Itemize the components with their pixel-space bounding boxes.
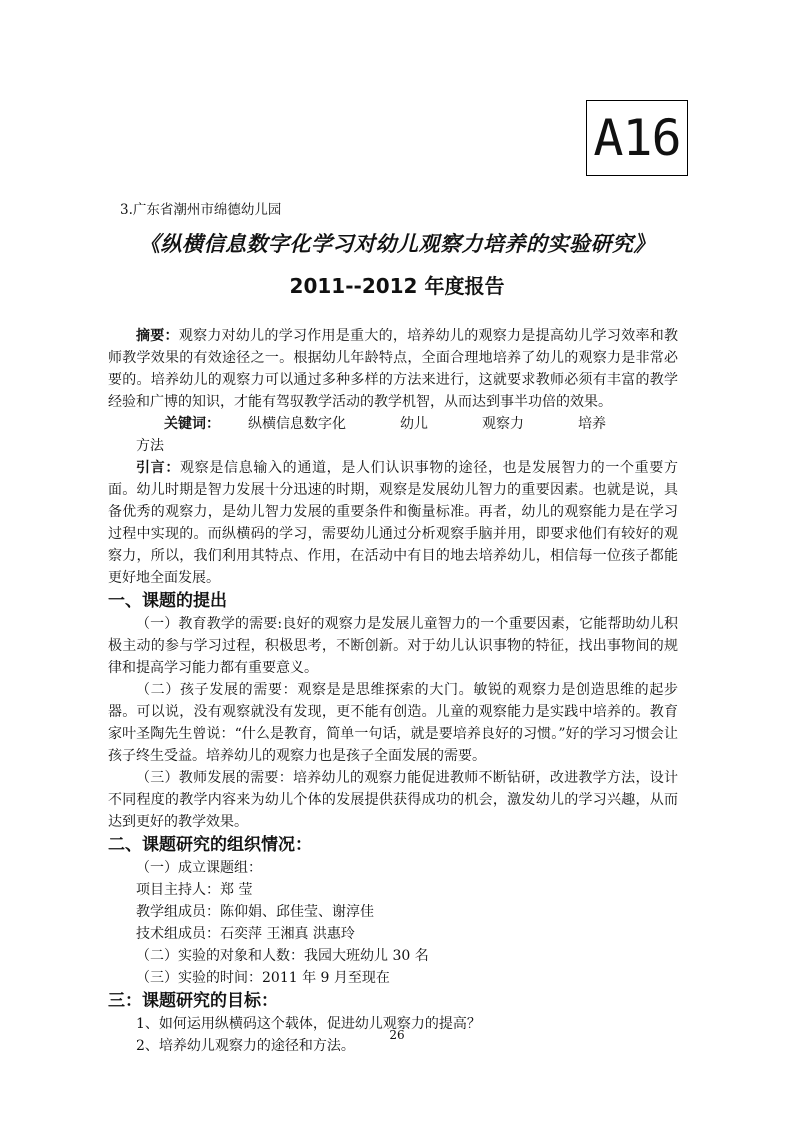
report-title: 《纵横信息数字化学习对幼儿观察力培养的实验研究》 xyxy=(139,232,655,256)
section1-paragraph: （一）教育教学的需要:良好的观察力是发展儿童智力的一个重要因素，它能帮助幼儿积极主动的参与学习过程，积极思考，不断创新。对于幼儿认识事物的特征，找出事物间的规律和提高学习能力都有重要意义。 xyxy=(108,616,678,676)
project-host: 项目主持人：郑 莹 xyxy=(136,882,253,898)
keywords-label: 关键词： xyxy=(164,416,220,432)
keyword: 方法 xyxy=(136,438,164,454)
keyword: 纵横信息数字化 xyxy=(248,416,346,432)
keyword: 幼儿 xyxy=(400,416,428,432)
goal-item: 2、培养幼儿观察力的途径和方法。 xyxy=(136,1038,355,1054)
document-code-box: A16 xyxy=(586,100,688,176)
intro-text: 观察是信息输入的通道，是人们认识事物的途径，也是发展智力的一个重要方面。幼儿时期是智力发展十分迅速的时期，观察是发展幼儿智力的重要因素。也就是说，具备优秀的观察力，是幼儿智力发展的重要条件和衡量标准。再者，幼儿的观察能力是在学习过程中实现的。而纵横码的学习，需要幼儿通过分析观察手脑并用，即要求他们有较好的观察力，所以，我们利用其特点、作用，在活动中有目的地去培养幼儿，相信每一位孩子都能更好地全面发展。 xyxy=(108,460,678,586)
tech-members: 技术组成员：石奕萍 王湘真 洪惠玲 xyxy=(136,926,355,942)
section1-paragraph: （三）教师发展的需要：培养幼儿的观察力能促进教师不断钻研，改进教学方法，设计不同程度的教学内容来为幼儿个体的发展提供获得成功的机会，激发幼儿的学习兴趣，从而达到更好的教学效果。 xyxy=(108,770,678,830)
report-subtitle: 2011--2012 年度报告 xyxy=(289,274,505,298)
keyword: 观察力 xyxy=(482,416,524,432)
document-body xyxy=(108,325,678,1057)
section2-sub2: （二）实验的对象和人数：我园大班幼儿 30 名 xyxy=(136,948,429,964)
intro-label: 引言： xyxy=(136,460,180,476)
page-number: 26 xyxy=(389,1028,405,1042)
intro-paragraph xyxy=(108,457,678,589)
abstract-label: 摘要： xyxy=(136,328,179,344)
section3-heading: 三：课题研究的目标： xyxy=(108,991,278,1011)
section1-heading: 一、课题的提出 xyxy=(108,591,227,611)
abstract-paragraph xyxy=(108,325,678,413)
section2-heading: 二、课题研究的组织情况： xyxy=(108,835,312,855)
teaching-members: 教学组成员：陈仰娟、邱佳莹、谢淳佳 xyxy=(136,904,374,920)
keywords-line xyxy=(108,413,678,457)
keyword: 培养 xyxy=(578,416,606,432)
goal-item: 1、如何运用纵横码这个载体，促进幼儿观察力的提高？ xyxy=(136,1016,481,1032)
section2-sub1: （一）成立课题组： xyxy=(136,860,262,876)
school-name: 3.广东省潮州市绵德幼儿园 xyxy=(120,202,282,218)
section2-sub3: （三）实验的时间：2011 年 9 月至现在 xyxy=(136,970,390,986)
section1-paragraph: （二）孩子发展的需要：观察是是思维探索的大门。敏锐的观察力是创造思维的起步器。可以说，没有观察就没有发现，更不能有创造。儿童的观察能力是实践中培养的。教育家叶圣陶先生曾说：“什么是教育，简单一句话，就是要培养良好的习惯。”好的学习习惯会让孩子终生受益。培养幼儿的观察力也是孩子全面发展的需要。 xyxy=(108,682,678,764)
abstract-text: 观察力对幼儿的学习作用是重大的，培养幼儿的观察力是提高幼儿学习效率和教师教学效果的有效途径之一。根据幼儿年龄特点，全面合理地培养了幼儿的观察力是非常必要的。培养幼儿的观察力可以通过多种多样的方法来进行，这就要求教师必须有丰富的教学经验和广博的知识，才能有驾驭教学活动的教学机智，从而达到事半功倍的效果。 xyxy=(108,328,678,410)
